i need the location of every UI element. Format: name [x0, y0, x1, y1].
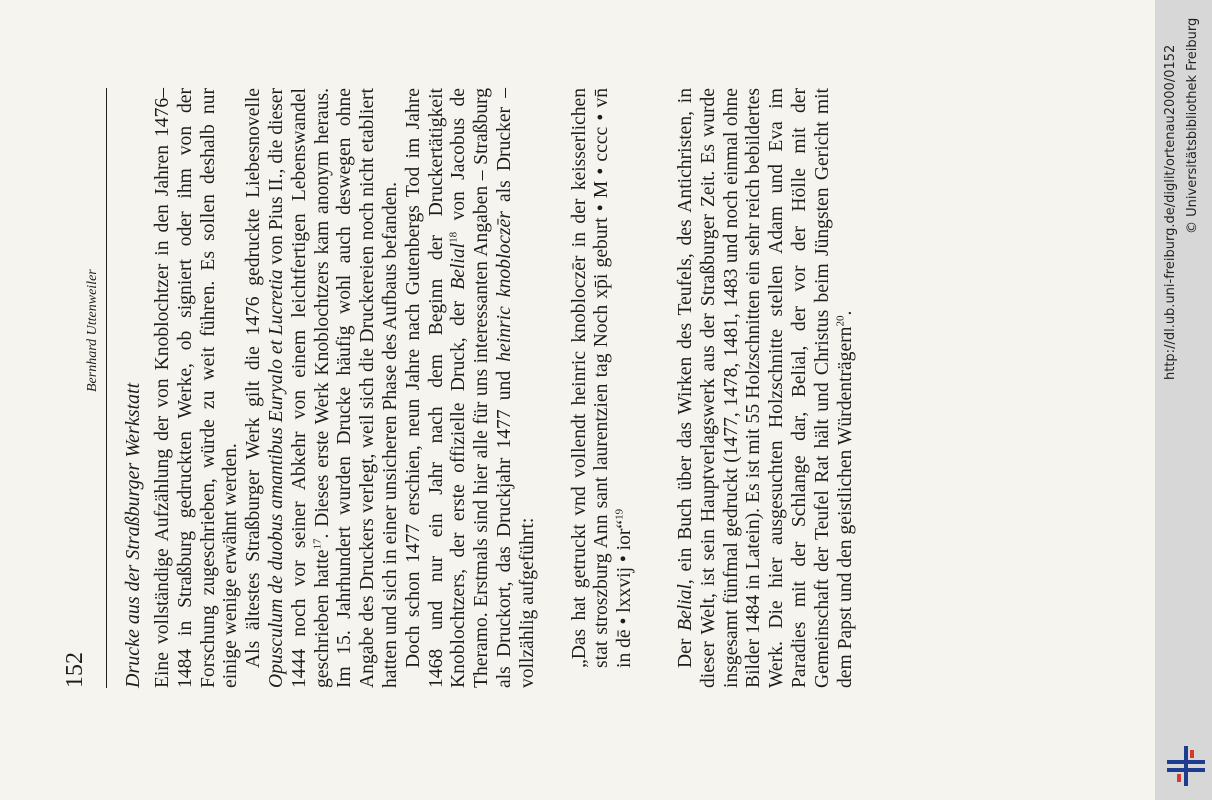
footnote-ref-17: 17: [311, 538, 324, 550]
paragraph-3-text-a: Doch schon 1477 erschien, neun Jahre nach Gutenbergs Tod im Jahre 1468 und nur ein Jahr nach dem Beginn der Druckertätigkeit Knoblochtzers, der erste offizielle Druck, der: [402, 88, 470, 688]
library-sidebar: [1155, 0, 1212, 800]
footnote-ref-20: 20: [833, 315, 846, 327]
paragraph-4-belial: Belial: [674, 584, 696, 631]
paragraph-3-text-c: als Drucker – vollzählig aufgeführt:: [493, 88, 538, 688]
paragraph-3: [403, 88, 540, 688]
quote-text: „Das hat getruckt vnd vollendt heinric knobloczēr in der keisserlichen stat stroszburg Ann sant laurentzien tag Noch xp̄i geburt • M • cccc • vn̄ in dē • lxxvij • ior“: [568, 88, 636, 668]
paragraph-2-text-c: . Dieses erste Werk Knoblochtzers kam anonym heraus. Im 15. Jahrhundert wurden Drucke häufig wohl auch deswegen ohne Angabe des Druckers verlegt, weil sich die Druckereien noch nicht etabliert hatten und sich in einer unsicheren Phase des Aufbaus befanden.: [311, 87, 401, 688]
paragraph-3-printer-name: heinric knobloczēr: [493, 211, 515, 362]
source-url-link[interactable]: http://dl.ub.uni-freiburg.de/diglit/ortenau2000/0152: [1163, 44, 1178, 380]
paragraph-4-text-c: .: [834, 310, 856, 316]
paragraph-3-text-b: von Jacobus de Theramo. Erstmals sind hier alle für uns interessanten Angaben – Straßburg als Druckort, das Druckjahr 1477 und: [448, 88, 515, 688]
paragraph-3-belial: Belial: [448, 242, 470, 290]
running-head: Bernhard Uttenweiler: [85, 269, 100, 392]
footnote-ref-18: 18: [447, 231, 460, 243]
page-number: 152: [62, 652, 88, 688]
colophon-quote: [569, 88, 637, 668]
paragraph-2-text-b: von Pius II., die dieser 1444 noch vor seiner Abkehr von einem leichtfertigen Lebenswandel geschrieben hatte: [265, 88, 333, 688]
paragraph-4-text-b: , ein Buch über das Wirken des Teufels, des Antichristen, in dieser Welt, ist sein Hauptverlagswerk aus der Straßburger Zeit. Es wurde insgesamt fünfmal gedruckt (1477, 1478, 1481, 1483 und noch einmal ohne Bilder 1484 in Latein). Es ist mit 55 Holzschnitten ein sehr reich bebildertes Werk. Die hier ausgesuchten Holzschnitte stellen Adam und Eva im Paradies mit der Schlange dar, Belial, der vor der Hölle mit der Gemeinschaft der Teufel Rat hält und Christus beim Jüngsten Gericht mit dem Papst und den geistlichen Würdenträgern: [674, 88, 856, 688]
header-rule: [106, 88, 107, 688]
paragraph-4-text-a: Der: [674, 630, 696, 668]
section-title: Drucke aus der Straßburger Werkstatt: [122, 382, 144, 688]
sidebar-rotated-text: [1155, 0, 1212, 800]
library-logo-icon: [1163, 744, 1205, 788]
copyright-notice: © Universitätsbibliothek Freiburg: [1185, 17, 1200, 234]
footnote-ref-19: 19: [613, 508, 626, 520]
paragraph-1: Eine vollständige Aufzählung der von Knoblochtzer in den Jahren 1476–1484 in Straßburg gedruckten Werke, ob signiert oder ihm von der Forschung zugeschrieben, würde zu weit führen. Es sollen deshalb nur einige wenige erwähnt werden.: [152, 88, 242, 688]
body-text: [152, 88, 857, 688]
paragraph-2-book-title: Opusculum de duobus amantibus Euryalo et Lucretia: [265, 269, 287, 688]
paragraph-2: [243, 88, 403, 688]
paragraph-4: [675, 88, 857, 688]
paragraph-2-text-a: Als ältestes Straßburger Werk gilt die 1476 gedruckte Liebesnovelle: [243, 88, 265, 668]
